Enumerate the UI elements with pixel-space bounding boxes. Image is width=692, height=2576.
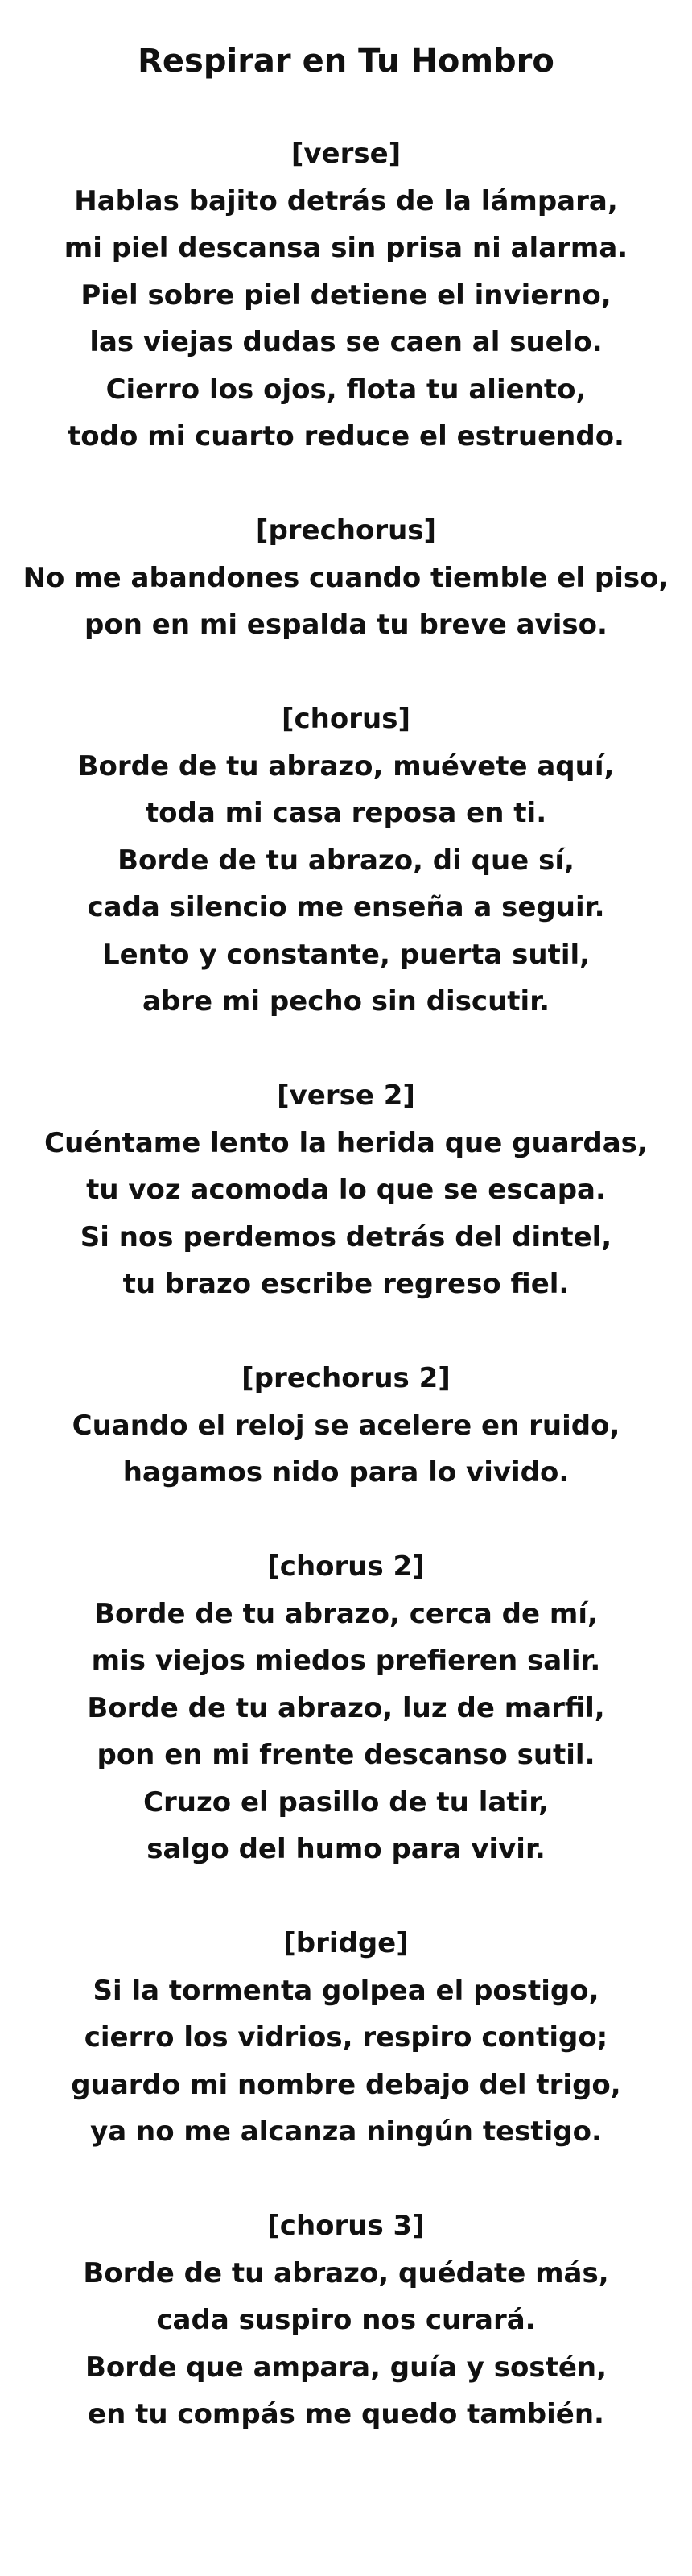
lyric-line: mi piel descansa sin prisa ni alarma. <box>64 232 628 264</box>
section-label: [chorus] <box>281 703 410 735</box>
lyric-line: cada suspiro nos curará. <box>156 2304 536 2336</box>
lyric-line: las viejas dudas se caen al suelo. <box>89 326 603 358</box>
lyric-line: Cierro los ojos, flota tu aliento, <box>105 373 587 406</box>
lyric-line: hagamos nido para lo vivido. <box>122 1456 570 1488</box>
section-spacing <box>0 1308 692 1356</box>
section-label: [chorus 2] <box>267 1550 425 1583</box>
title-spacing <box>0 87 692 130</box>
lyric-line: Borde de tu abrazo, quédate más, <box>83 2256 609 2289</box>
section-spacing <box>0 1496 692 1544</box>
lyric-line: Cruzo el pasillo de tu latir, <box>143 1785 549 1818</box>
lyric-line: tu brazo escribe regreso fiel. <box>122 1268 570 1300</box>
lyric-line: Borde de tu abrazo, luz de marfil, <box>87 1691 605 1724</box>
section-label: [prechorus] <box>255 514 437 547</box>
section-verse-2 <box>0 1072 692 1308</box>
section-label: [verse 2] <box>277 1080 415 1112</box>
lyric-line: cierro los vidrios, respiro contigo; <box>84 2021 608 2054</box>
section-chorus-3 <box>0 2202 692 2438</box>
section-chorus-2 <box>0 1543 692 1873</box>
lyric-line: cada silencio me enseña a seguir. <box>87 891 605 923</box>
lyric-line: Si nos perdemos detrás del dintel, <box>80 1220 612 1253</box>
lyric-line: Borde de tu abrazo, di que sí, <box>117 844 575 877</box>
section-spacing <box>0 460 692 508</box>
lyric-line: guardo mi nombre debajo del trigo, <box>71 2068 621 2101</box>
lyric-line: ya no me alcanza ningún testigo. <box>90 2116 602 2148</box>
lyric-line: abre mi pecho sin discutir. <box>142 985 550 1018</box>
section-prechorus <box>0 507 692 649</box>
lyric-line: salgo del humo para vivir. <box>146 1833 546 1865</box>
section-spacing <box>0 1873 692 1921</box>
section-verse <box>0 130 692 460</box>
section-spacing <box>0 649 692 696</box>
lyric-line: Lento y constante, puerta sutil, <box>101 938 591 971</box>
section-label: [prechorus 2] <box>241 1362 451 1394</box>
lyric-line: Cuéntame lento la herida que guardas, <box>44 1126 648 1159</box>
lyric-line: Cuando el reloj se acelere en ruido, <box>72 1409 620 1442</box>
lyric-line: toda mi casa reposa en ti. <box>145 797 547 829</box>
section-label: [verse] <box>290 138 402 170</box>
lyric-line: Piel sobre piel detiene el invierno, <box>80 279 612 312</box>
lyric-line: Borde de tu abrazo, muévete aquí, <box>77 749 615 782</box>
section-label: [chorus 3] <box>267 2210 425 2242</box>
lyric-line: Borde que ampara, guía y sostén, <box>84 2351 608 2384</box>
lyric-line: pon en mi espalda tu breve aviso. <box>84 609 608 641</box>
lyric-line: pon en mi frente descanso sutil. <box>97 1739 595 1771</box>
lyric-line: en tu compás me quedo también. <box>88 2398 604 2430</box>
section-bridge <box>0 1920 692 2156</box>
section-spacing <box>0 2156 692 2203</box>
lyric-line: todo mi cuarto reduce el estruendo. <box>68 420 624 452</box>
section-spacing <box>0 1026 692 1073</box>
lyric-line: Hablas bajito detrás de la lámpara, <box>74 184 618 217</box>
section-label: [bridge] <box>283 1927 409 1959</box>
section-chorus <box>0 696 692 1026</box>
section-prechorus-2 <box>0 1355 692 1496</box>
lyric-line: No me abandones cuando tiemble el piso, <box>23 561 669 594</box>
lyric-line: tu voz acomoda lo que se escapa. <box>86 1174 606 1206</box>
lyric-line: mis viejos miedos prefieren salir. <box>91 1645 601 1677</box>
song-title: Respirar en Tu Hombro <box>138 43 554 80</box>
lyric-line: Borde de tu abrazo, cerca de mí, <box>94 1597 598 1630</box>
lyric-line: Si la tormenta golpea el postigo, <box>93 1974 599 2007</box>
